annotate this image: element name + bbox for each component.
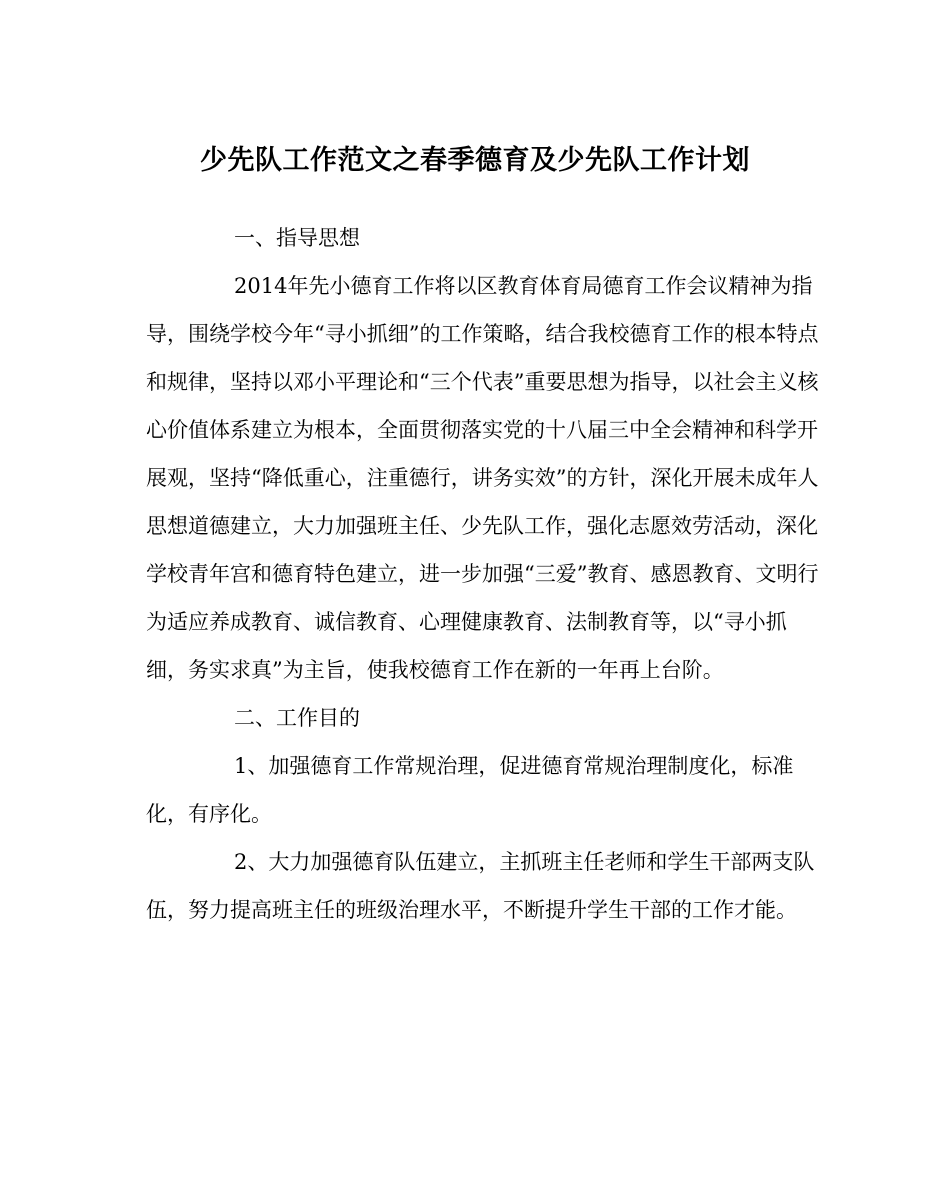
- document-body: [146, 214, 826, 934]
- document-title: 少先队工作范文之春季德育及少先队工作计划: [200, 145, 750, 176]
- section-heading-guiding-ideology: 一、指导思想: [234, 226, 360, 250]
- section-heading-work-goals: 二、工作目的: [234, 706, 360, 730]
- paragraph-goal-2: 2、大力加强德育队伍建立，主抓班主任老师和学生干部两支队伍，努力提高班主任的班级治理水平，不断提升学生干部的工作才能。: [146, 850, 815, 922]
- paragraph-guiding-ideology: 2014年先小德育工作将以区教育体育局德育工作会议精神为指导，围绕学校今年“寻小抓细”的工作策略，结合我校德育工作的根本特点和规律，坚持以邓小平理论和“三个代表”重要思想为指导，以社会主义核心价值体系建立为根本，全面贯彻落实党的十八届三中全会精神和科学开展观，坚持“降低重心，注重德行，讲务实效”的方针，深化开展未成年人思想道德建立，大力加强班主任、少先队工作，强化志愿效劳活动，深化学校青年宫和德育特色建立，进一步加强“三爱”教育、感恩教育、文明行为适应养成教育、诚信教育、心理健康教育、法制教育等，以“寻小抓细，务实求真”为主旨，使我校德育工作在新的一年再上台阶。: [146, 274, 819, 682]
- paragraph-goal-1: 1、加强德育工作常规治理，促进德育常规治理制度化，标准化，有序化。: [146, 754, 794, 826]
